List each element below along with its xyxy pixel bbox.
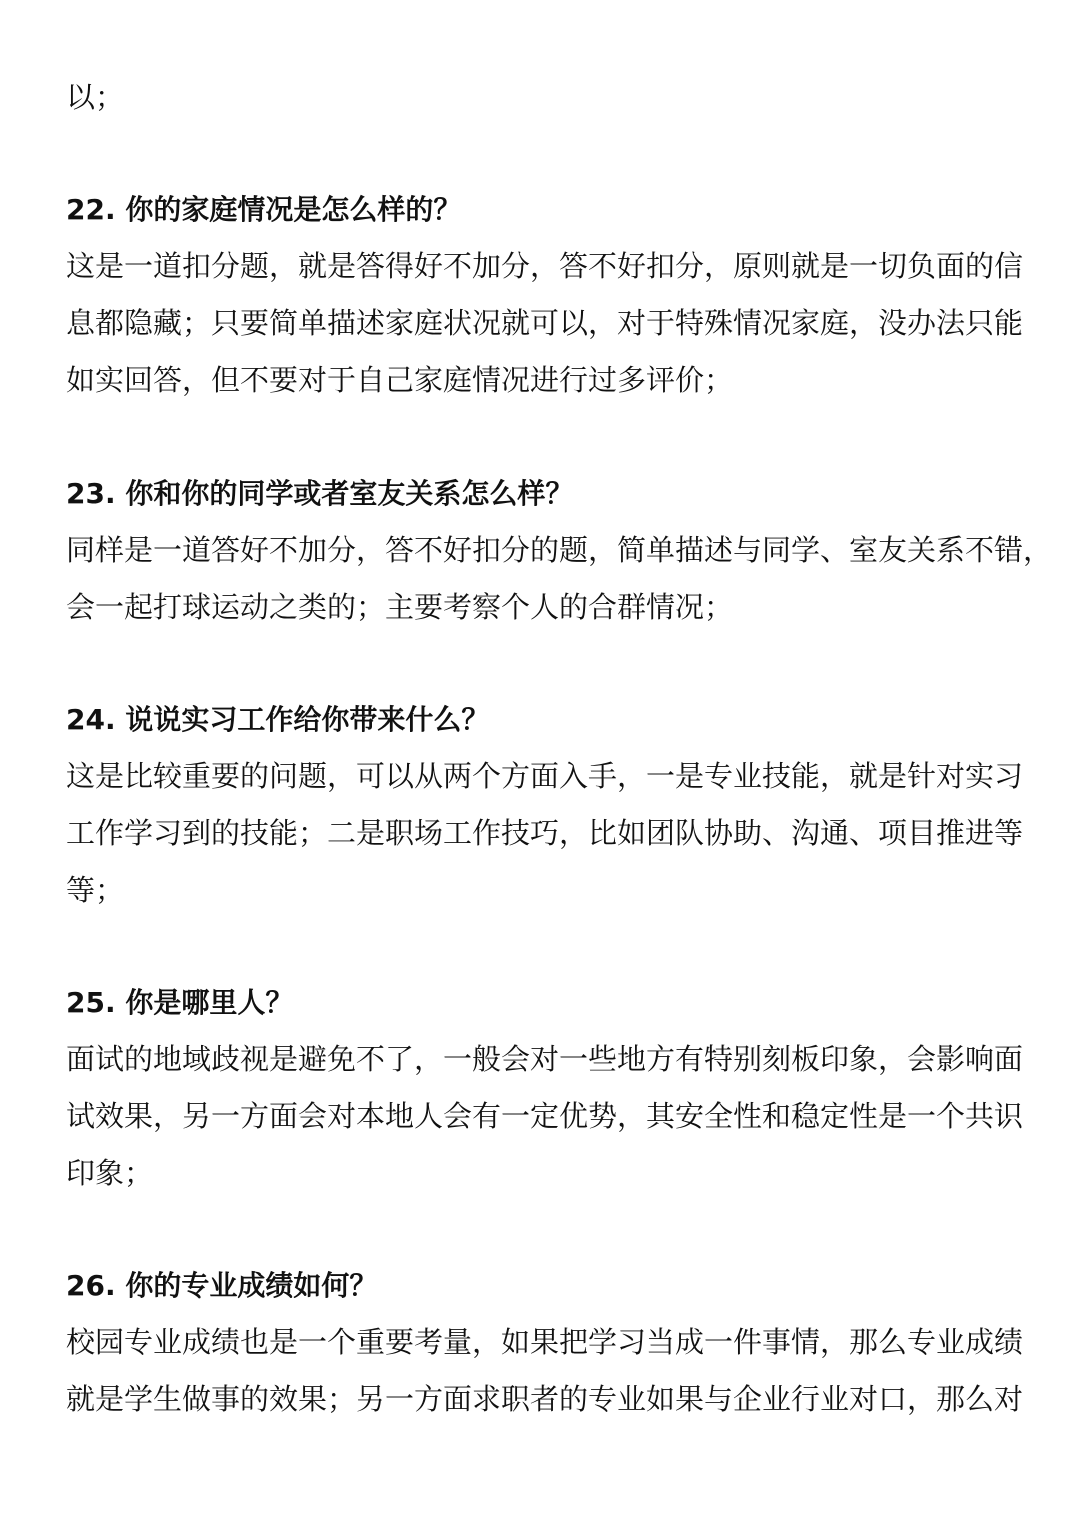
answer-25-line-1: 面试的地域歧视是避免不了，一般会对一些地方有特别刻板印象，会影响面 [66,1042,1024,1076]
question-24-heading: 24. 说说实习工作给你带来什么？ [66,703,490,736]
answer-25-line-3: 印象； [66,1156,154,1190]
question-25-heading: 25. 你是哪里人？ [66,986,294,1019]
question-26-heading: 26. 你的专业成绩如何？ [66,1269,378,1302]
answer-24-line-2: 工作学习到的技能；二是职场工作技巧，比如团队协助、沟通、项目推进等 [66,816,1024,850]
paragraph-fragment: 以； [66,80,125,114]
question-23-heading: 23. 你和你的同学或者室友关系怎么样？ [66,477,574,510]
answer-23-line-1: 同样是一道答好不加分，答不好扣分的题，简单描述与同学、室友关系不错， [66,533,1053,567]
answer-22-line-1: 这是一道扣分题，就是答得好不加分，答不好扣分，原则就是一切负面的信 [66,249,1024,283]
answer-26-line-2: 就是学生做事的效果；另一方面求职者的专业如果与企业行业对口，那么对 [66,1382,1024,1416]
answer-22-line-3: 如实回答，但不要对于自己家庭情况进行过多评价； [66,363,734,397]
answer-26-line-1: 校园专业成绩也是一个重要考量，如果把学习当成一件事情，那么专业成绩 [66,1325,1024,1359]
answer-24-line-3: 等； [66,873,125,907]
answer-24-line-1: 这是比较重要的问题，可以从两个方面入手，一是专业技能，就是针对实习 [66,759,1024,793]
answer-22-line-2: 息都隐藏；只要简单描述家庭状况就可以，对于特殊情况家庭，没办法只能 [66,306,1024,340]
answer-23-line-2: 会一起打球运动之类的；主要考察个人的合群情况； [66,590,734,624]
answer-25-line-2: 试效果，另一方面会对本地人会有一定优势，其安全性和稳定性是一个共识 [66,1099,1024,1133]
question-22-heading: 22. 你的家庭情况是怎么样的？ [66,193,462,226]
